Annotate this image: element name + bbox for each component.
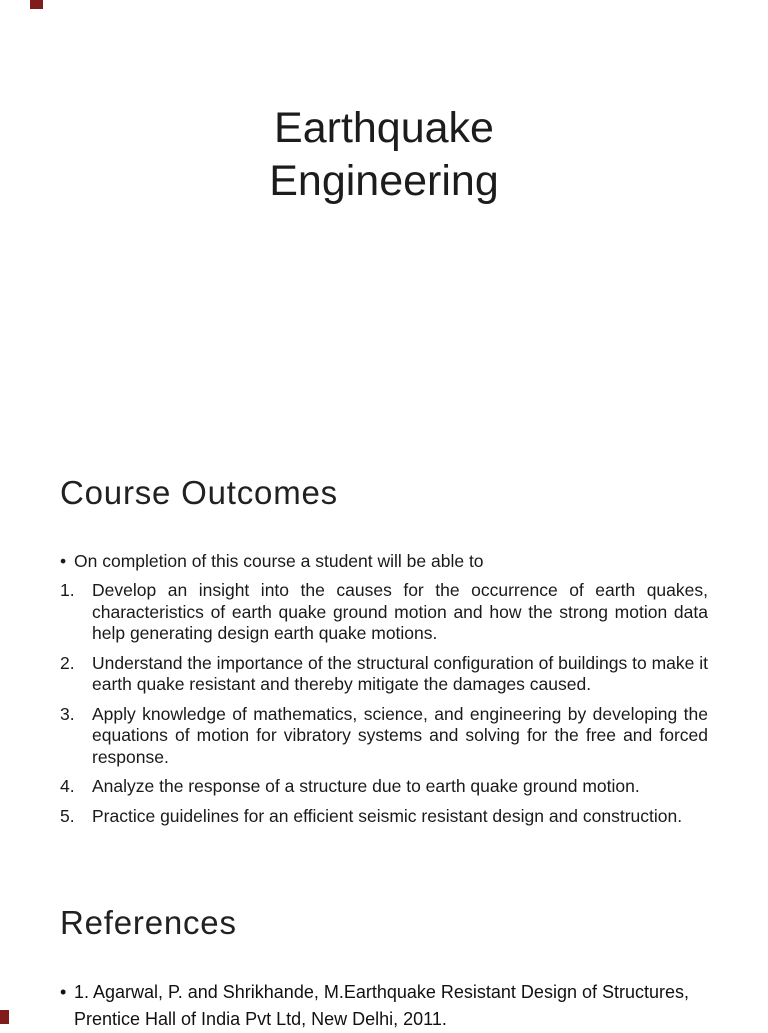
course-outcomes-heading: Course Outcomes bbox=[60, 474, 338, 511]
outcome-item-4 bbox=[60, 776, 708, 798]
outcome-text: Practice guidelines for an efficient seismic resistant design and construction. bbox=[92, 805, 683, 826]
outcome-number: 2. bbox=[60, 652, 75, 673]
slide-title-line-2: Engineering bbox=[269, 157, 499, 205]
intro-text: On completion of this course a student will be able to bbox=[74, 551, 484, 571]
outcome-item-2 bbox=[60, 653, 708, 696]
bullet-icon: • bbox=[60, 982, 67, 1002]
outcome-item-3 bbox=[60, 704, 708, 769]
outcome-number: 1. bbox=[60, 580, 75, 600]
outcome-text: Understand the importance of the structural configuration of buildings to make it earth quake resistant and thereby mitigate the damages caused. bbox=[92, 652, 708, 694]
corner-artifact-top bbox=[30, 0, 43, 9]
outcome-item-1 bbox=[60, 580, 708, 645]
course-outcomes-list bbox=[60, 580, 708, 835]
outcome-number: 5. bbox=[60, 805, 75, 826]
slide-title bbox=[0, 102, 768, 208]
intro-bullet-line bbox=[60, 550, 708, 572]
corner-artifact-bottom bbox=[0, 1010, 9, 1024]
outcome-number: 4. bbox=[60, 776, 75, 796]
outcome-number: 3. bbox=[60, 703, 75, 724]
outcome-item-5 bbox=[60, 806, 708, 828]
reference-text: 1. Agarwal, P. and Shrikhande, M.Earthquake Resistant Design of Structures, Prentice Hall of India Pvt Ltd, New Delhi, 2011. bbox=[74, 982, 690, 1029]
outcome-text: Analyze the response of a structure due to earth quake ground motion. bbox=[92, 776, 640, 796]
slide-title-line-1: Earthquake bbox=[274, 104, 494, 152]
outcome-text: Apply knowledge of mathematics, science, and engineering by developing the equations of motion for vibratory systems and solving for the free and forced response. bbox=[92, 703, 708, 767]
reference-item-1 bbox=[60, 979, 708, 1033]
bullet-icon: • bbox=[60, 551, 67, 571]
references-heading: References bbox=[60, 904, 237, 941]
outcome-text: Develop an insight into the causes for the occurrence of earth quakes, characteristics of earth quake ground motion and how the strong motion data help generating design earth quake motions. bbox=[92, 580, 708, 643]
